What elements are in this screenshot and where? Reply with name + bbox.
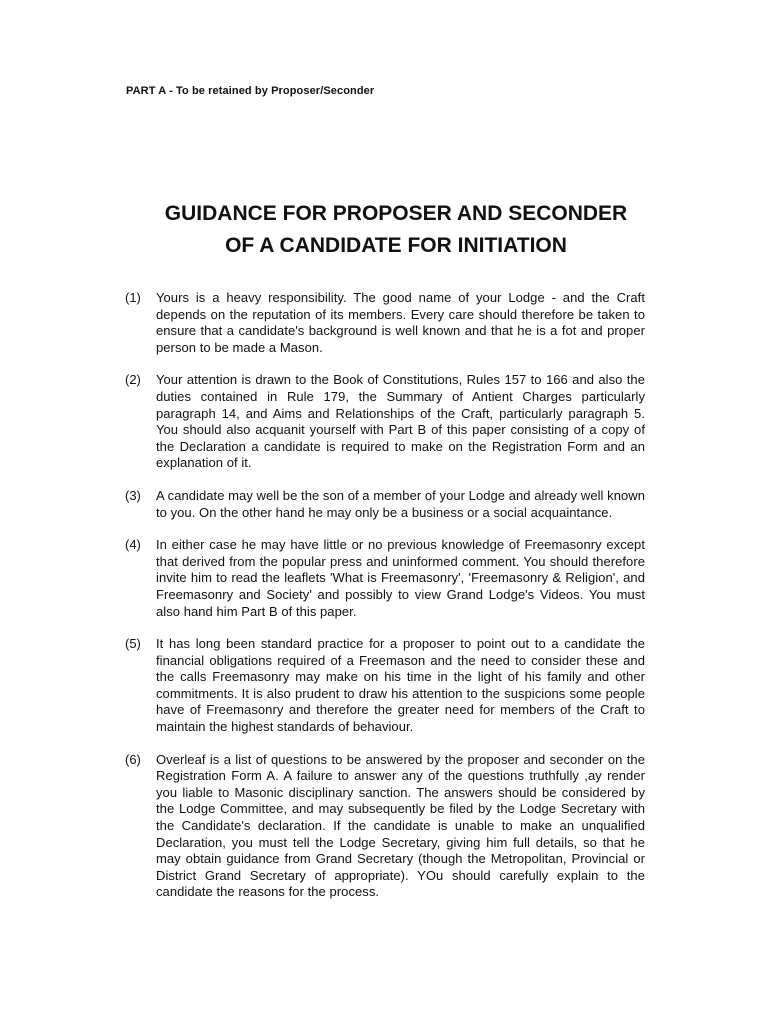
item-text: Yours is a heavy responsibility. The good name of your Lodge - and the Craft depends on the reputation of its members. Every care should therefore be taken to ensure that a candidate's background is well known and that he is a fot and proper person to be made a Mason. [156,290,645,355]
title-line-2: OF A CANDIDATE FOR INITIATION [225,234,567,257]
item-text: Overleaf is a list of questions to be answered by the proposer and seconder on the Registration Form A. A failure to answer any of the questions truthfully ,ay render you liable to Masonic disciplinary sanction. The answers should be considered by the Lodge Committee, and may subsequently be filed by the Lodge Secretary with the Candidate's declaration. If the candidate is unable to make an unqualified Declaration, you must tell the Lodge Secretary, giving him full details, so that he may obtain guidance from Grand Secretary (though the Metropolitan, Provincial or District Grand Secretary of appropriate). YOu should carefully explain to the candidate the reasons for the process. [156,751,645,900]
part-label: PART A - To be retained by Proposer/Seconder [126,85,375,97]
item-number: (5) [125,636,141,652]
item-text: In either case he may have little or no previous knowledge of Freemasonry except that derived from the popular press and uninformed comment. You should therefore invite him to read the leaflets 'What is Freemasonry', 'Freemasonry & Religion', and Freemasonry and Society' and possibly to view Grand Lodge's Videos. You must also hand him Part B of this paper. [156,537,645,619]
item-number: (3) [125,487,141,503]
item-number: (2) [125,372,141,388]
list-item [125,290,645,356]
item-number: (4) [125,537,141,553]
list-item [125,537,645,620]
list-item [125,752,645,901]
item-number: (6) [125,751,141,767]
list-item [125,636,645,736]
item-number: (1) [125,290,141,305]
item-text: A candidate may well be the son of a member of your Lodge and already well known to you. On the other hand he may only be a business or a social acquaintance. [156,487,645,520]
guidance-list [125,290,645,917]
list-item [125,488,645,521]
title-line-1: GUIDANCE FOR PROPOSER AND SECONDER [164,202,628,225]
page-title [100,198,692,262]
list-item [125,372,645,472]
item-text: It has long been standard practice for a proposer to point out to a candidate the financial obligations required of a Freemason and the need to consider these and the calls Freemasonry may make on his time in the light of his family and other commitments. It is also prudent to draw his attention to the suspicions some people have of Freemasonry and therefore the greater need for members of the Craft to maintain the highest standards of behaviour. [156,636,645,735]
item-text: Your attention is drawn to the Book of Constitutions, Rules 157 to 166 and also the duties contained in Rule 179, the Summary of Antient Charges particularly paragraph 14, and Aims and Relationships of the Craft, particularly paragraph 5. You should also acquanit yourself with Part B of this paper consisting of a copy of the Declaration a candidate is required to make on the Registration Form and an explanation of it. [156,372,645,471]
